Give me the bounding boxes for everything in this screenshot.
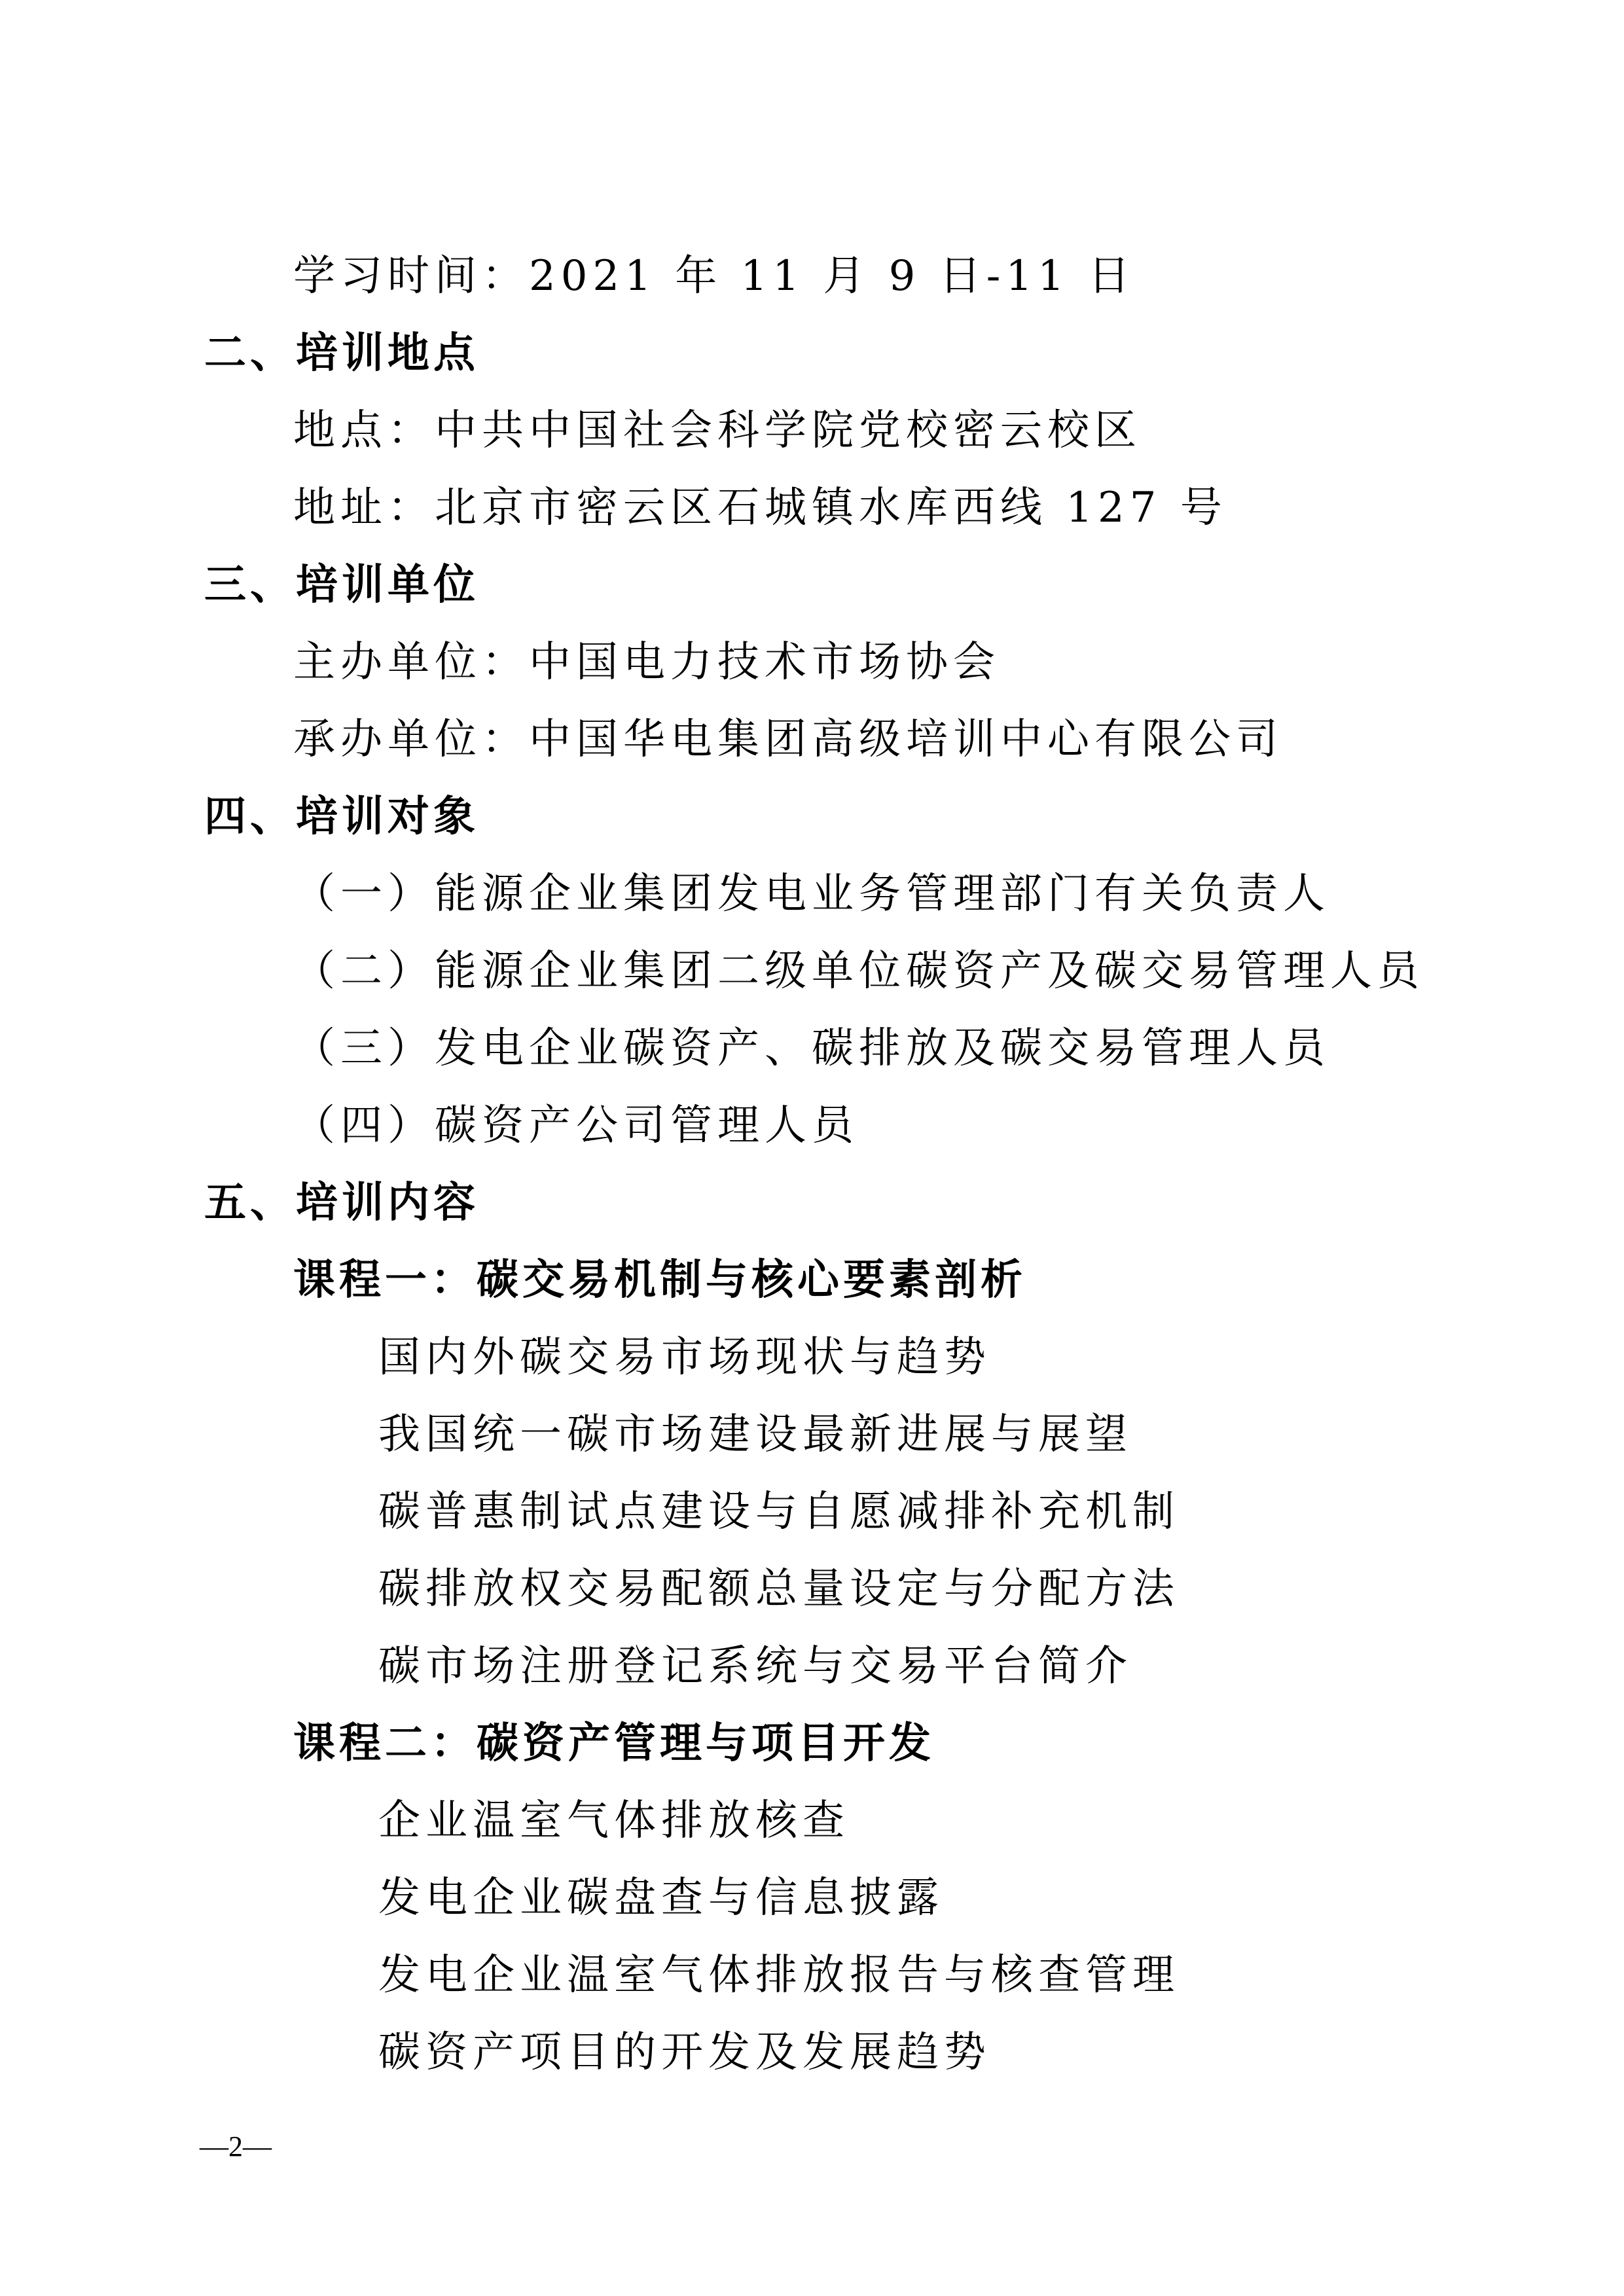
section-heading-location: 二、培训地点	[204, 329, 479, 378]
study-time: 学习时间：2021 年 11 月 9 日-11 日	[293, 252, 1136, 300]
course-topic: 企业温室气体排放核查	[378, 1797, 850, 1845]
host-line: 主办单位：中国电力技术市场协会	[293, 638, 1000, 687]
audience-item: （四）碳资产公司管理人员	[293, 1102, 859, 1150]
course-topic: 碳市场注册登记系统与交易平台简介	[378, 1642, 1132, 1691]
course-title: 课程一：碳交易机制与核心要素剖析	[293, 1256, 1026, 1304]
section-heading-content: 五、培训内容	[204, 1179, 479, 1227]
course-topic: 碳资产项目的开发及发展趋势	[378, 2028, 991, 2077]
course-topic: 发电企业温室气体排放报告与核查管理	[378, 1951, 1180, 2000]
course-topic: 碳排放权交易配额总量设定与分配方法	[378, 1565, 1180, 1613]
course-topic: 发电企业碳盘查与信息披露	[378, 1874, 944, 1922]
section-heading-units: 三、培训单位	[204, 561, 479, 609]
course-topic: 国内外碳交易市场现状与趋势	[378, 1333, 991, 1382]
audience-item: （一）能源企业集团发电业务管理部门有关负责人	[293, 870, 1330, 918]
audience-item: （二）能源企业集团二级单位碳资产及碳交易管理人员	[293, 947, 1424, 996]
location-line: 地点：中共中国社会科学院党校密云校区	[293, 406, 1142, 455]
course-title: 课程二：碳资产管理与项目开发	[293, 1719, 935, 1768]
address-line: 地址：北京市密云区石城镇水库西线 127 号	[293, 484, 1227, 532]
course-topic: 碳普惠制试点建设与自愿减排补充机制	[378, 1488, 1180, 1536]
section-heading-audience: 四、培训对象	[204, 793, 479, 841]
organizer-line: 承办单位：中国华电集团高级培训中心有限公司	[293, 715, 1283, 764]
audience-item: （三）发电企业碳资产、碳排放及碳交易管理人员	[293, 1024, 1330, 1073]
course-topic: 我国统一碳市场建设最新进展与展望	[378, 1410, 1132, 1459]
page-number: —2—	[200, 2130, 272, 2162]
